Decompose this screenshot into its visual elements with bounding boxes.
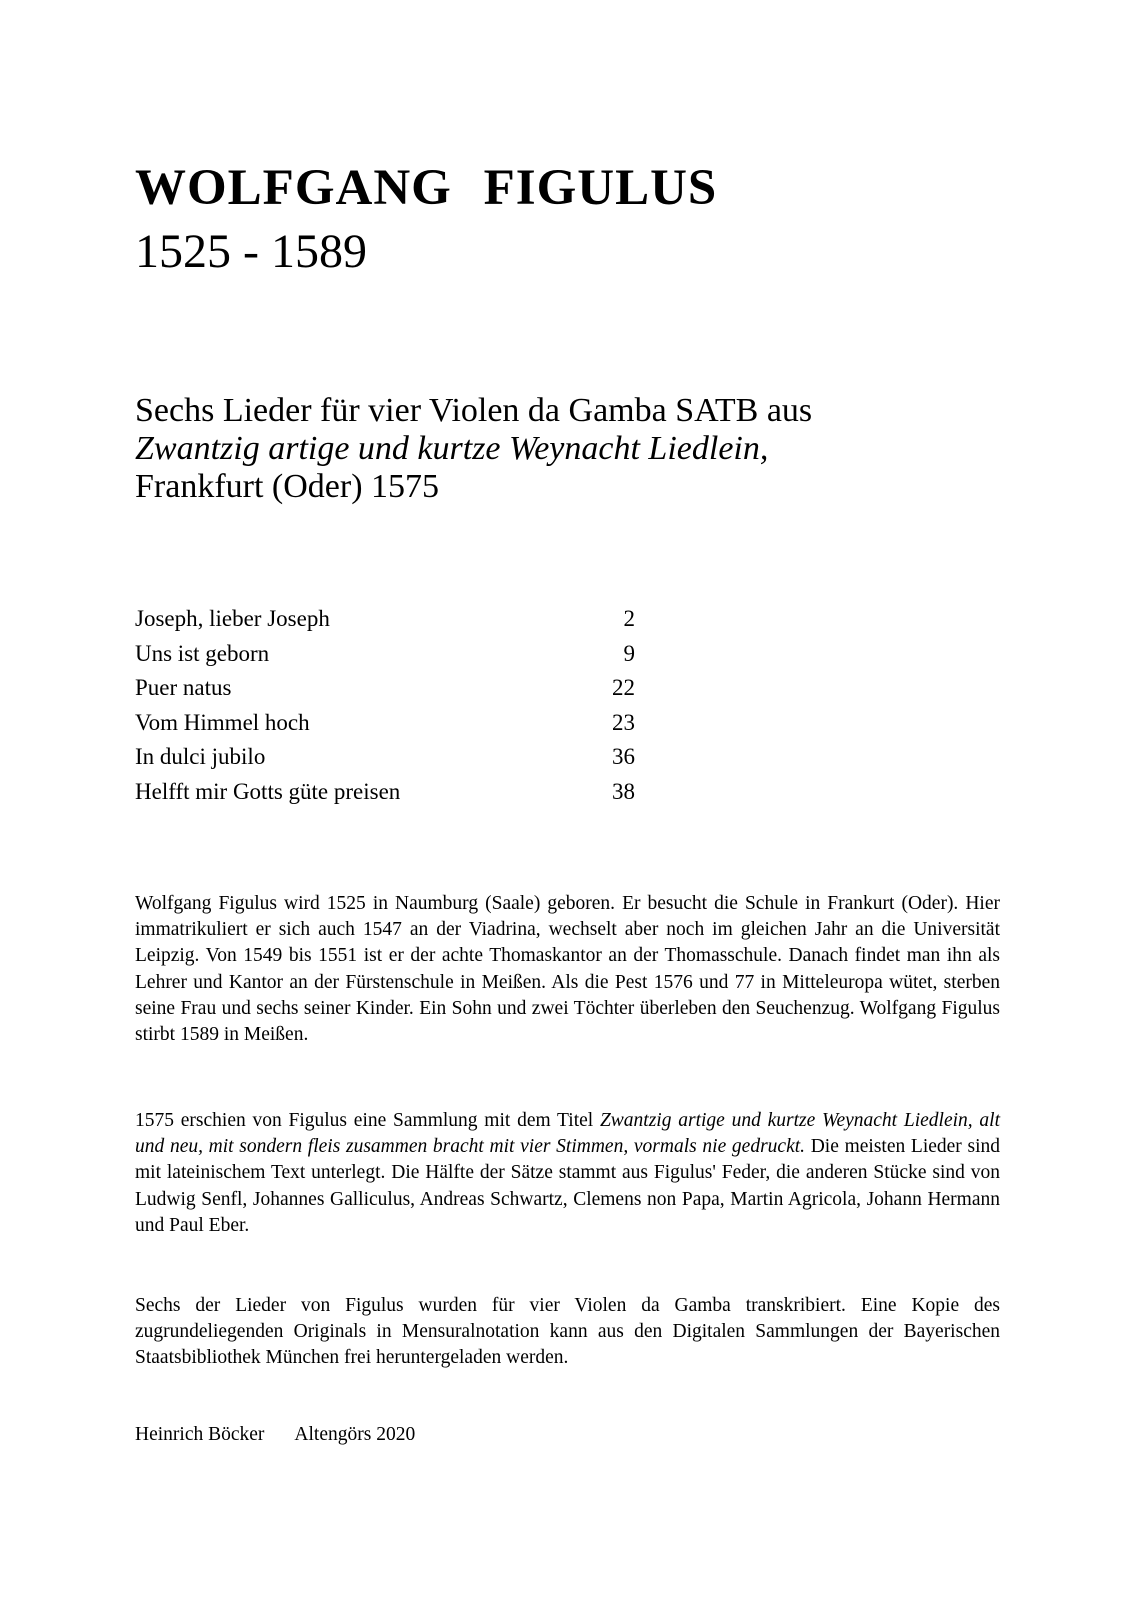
subtitle-line-2: Zwantzig artige und kurtze Weynacht Liedlein, — [135, 430, 769, 467]
collection-paragraph — [135, 1108, 1000, 1239]
toc-entry — [135, 777, 635, 812]
subtitle-line-3: Frankfurt (Oder) 1575 — [135, 468, 440, 505]
toc-entry-page: 23 — [612, 709, 635, 735]
toc-entry — [135, 604, 635, 639]
subtitle-line-1: Sechs Lieder für vier Violen da Gamba SATB aus — [135, 392, 813, 429]
toc-entry-title: Uns ist geborn — [135, 640, 270, 666]
toc-entry-page: 2 — [623, 606, 635, 631]
signature — [135, 1422, 415, 1448]
toc-entry-title: In dulci jubilo — [135, 744, 266, 770]
toc-entry-page: 38 — [612, 778, 635, 804]
transcription-paragraph: Sechs der Lieder von Figulus wurden für vier Violen da Gamba transkribiert. Eine Kopie des zugrundeliegenden Originals in Mensuralnotation kann aus den Digitalen Sammlungen der Bayerischen Staatsbibliothek München frei heruntergeladen werden. — [135, 1295, 1000, 1369]
table-of-contents — [135, 604, 635, 812]
collection-paragraph-intro: 1575 erschien von Figulus eine Sammlung mit dem Titel — [135, 1110, 600, 1131]
toc-entry — [135, 639, 635, 674]
collection-paragraph-rest: Die meisten Lieder sind mit lateinischem Text unterlegt. Die Hälfte der Sätze stammt aus Figulus' Feder, die anderen Stücke sind von Ludwig Senfl, Johannes Galliculus, Andreas Schwartz, Clemens non Papa, Martin Agricola, Johann Hermann und Paul Eber. — [135, 1136, 1001, 1236]
signature-author: Heinrich Böcker — [135, 1424, 265, 1445]
toc-entry-title: Helfft mir Gotts güte preisen — [135, 778, 401, 804]
toc-entry-title: Puer natus — [135, 675, 232, 701]
toc-entry — [135, 673, 635, 708]
collection-subtitle — [135, 392, 812, 506]
composer-name: WOLFGANG FIGULUS — [135, 160, 718, 216]
toc-entry — [135, 742, 635, 777]
biography-paragraph: Wolfgang Figulus wird 1525 in Naumburg (Saale) geboren. Er besucht die Schule in Frankurt (Oder). Hier immatrikuliert er sich auch 1547 an der Viadrina, wechselt aber noch im gleichen Jahr an die Universität Leipzig. Von 1549 bis 1551 ist er der achte Thomaskantor an der Thomasschule. Danach findet man ihn als Lehrer und Kantor an der Fürstenschule in Meißen. Als die Pest 1576 und 77 in Mitteleuropa wütet, sterben seine Frau und sechs seiner Kinder. Ein Sohn und zwei Töchter überleben den Seuchenzug. Wolfgang Figulus stirbt 1589 in Meißen. — [135, 893, 1000, 1046]
toc-entry-title: Vom Himmel hoch — [135, 709, 310, 735]
toc-entry-page: 22 — [612, 675, 635, 701]
collection-full-title: Zwantzig artige und kurtze Weynacht Liedlein, alt und neu, mit sondern fleis zusammen bracht mit vier Stimmen, vormals nie gedruckt. — [135, 1110, 1000, 1158]
toc-entry-title: Joseph, lieber Joseph — [135, 606, 330, 631]
toc-entry-page: 36 — [612, 744, 635, 770]
toc-entry-page: 9 — [623, 640, 635, 666]
toc-entry — [135, 708, 635, 743]
signature-place-year: Altengörs 2020 — [294, 1424, 416, 1445]
composer-dates: 1525 - 1589 — [135, 225, 367, 278]
